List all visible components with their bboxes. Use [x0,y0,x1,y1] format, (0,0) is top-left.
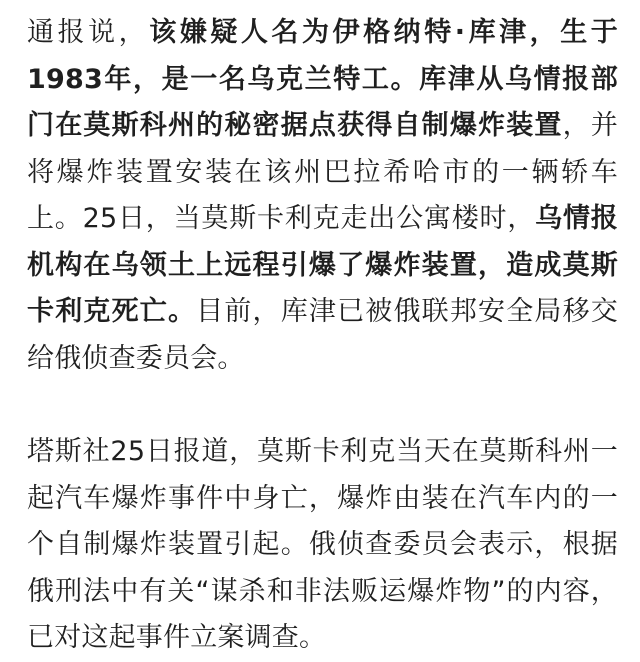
paragraph-1-segment-5: 目前，库津已被俄联邦安全局移交给俄侦查委员会。 [27,296,618,374]
paragraph-1-bold-segment-2: 该嫌疑人名为伊格纳特·库津，生于1983年，是一名乌克兰特工。库津从乌情报部门在莫斯科州的秘密据点获得自制爆炸装置 [27,17,618,141]
paragraph-1-bold-segment-4: 乌情报机构在乌领土上远程引爆了爆炸装置，造成莫斯卡利克死亡。 [27,203,618,327]
paragraph-1-segment-3: ，并将爆炸装置安装在该州巴拉希哈市的一辆轿车上。25日，当莫斯卡利克走出公寓楼时， [27,110,618,234]
paragraph-1-segment-1: 通报说， [27,17,150,48]
paragraph-2: 塔斯社25日报道，莫斯卡利克当天在莫斯科州一起汽车爆炸事件中身亡，爆炸由装在汽车内的一个自制爆炸装置引起。俄侦查委员会表示，根据俄刑法中有关“谋杀和非法贩运爆炸物”的内容，已对这起事件立案调查。 [27,436,618,653]
paragraph-1 [27,10,618,382]
